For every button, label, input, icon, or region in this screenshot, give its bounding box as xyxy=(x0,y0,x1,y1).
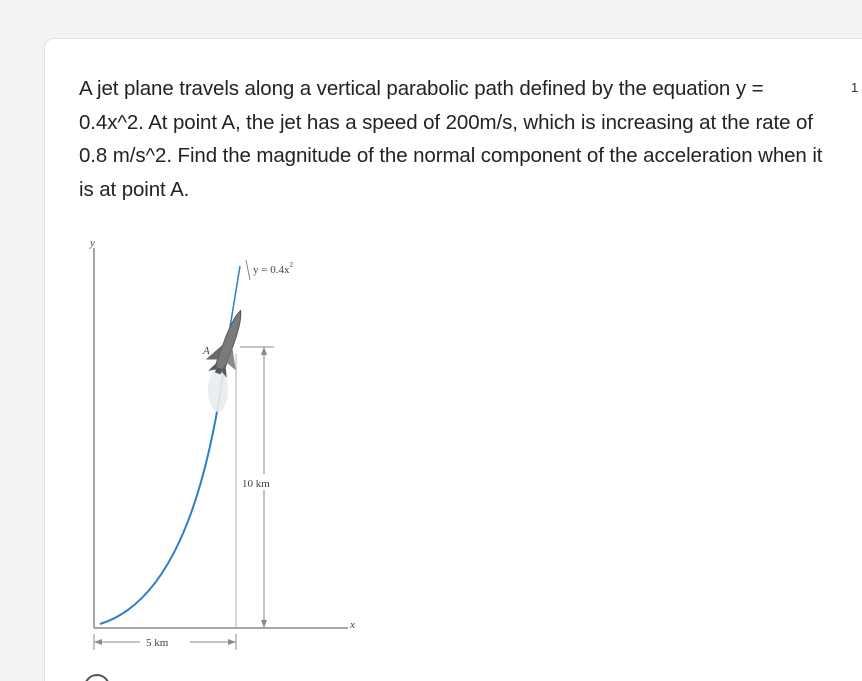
curve-label xyxy=(253,261,293,276)
jet-plane-icon xyxy=(202,305,255,380)
parabolic-path xyxy=(100,352,226,624)
question-text: A jet plane travels along a vertical parabolic path defined by the equation y = 0.4x^2. At point A, the jet has a speed of 200m/s, which is increasing at the rate of 0.8 m/s^2. Find the magnitude of the normal component of the acceleration when it is at point A. xyxy=(79,77,823,201)
height-label: 10 km xyxy=(242,478,270,490)
y-axis-label: y xyxy=(90,237,95,249)
x-axis-label: x xyxy=(350,619,355,631)
height-arrow-top xyxy=(261,347,267,355)
curve-label-bracket xyxy=(246,260,250,280)
curve-label-base: y = 0.4x xyxy=(253,264,290,276)
side-marker: 1 xyxy=(851,80,859,95)
width-arrow-left xyxy=(94,639,102,645)
width-label: 5 km xyxy=(146,637,169,649)
height-arrow-bottom xyxy=(261,620,267,628)
width-arrow-right xyxy=(228,639,236,645)
point-a-label: A xyxy=(203,345,210,357)
jet-path-figure xyxy=(70,230,390,670)
curve-label-exp: 2 xyxy=(289,261,293,269)
figure-svg xyxy=(70,230,390,670)
